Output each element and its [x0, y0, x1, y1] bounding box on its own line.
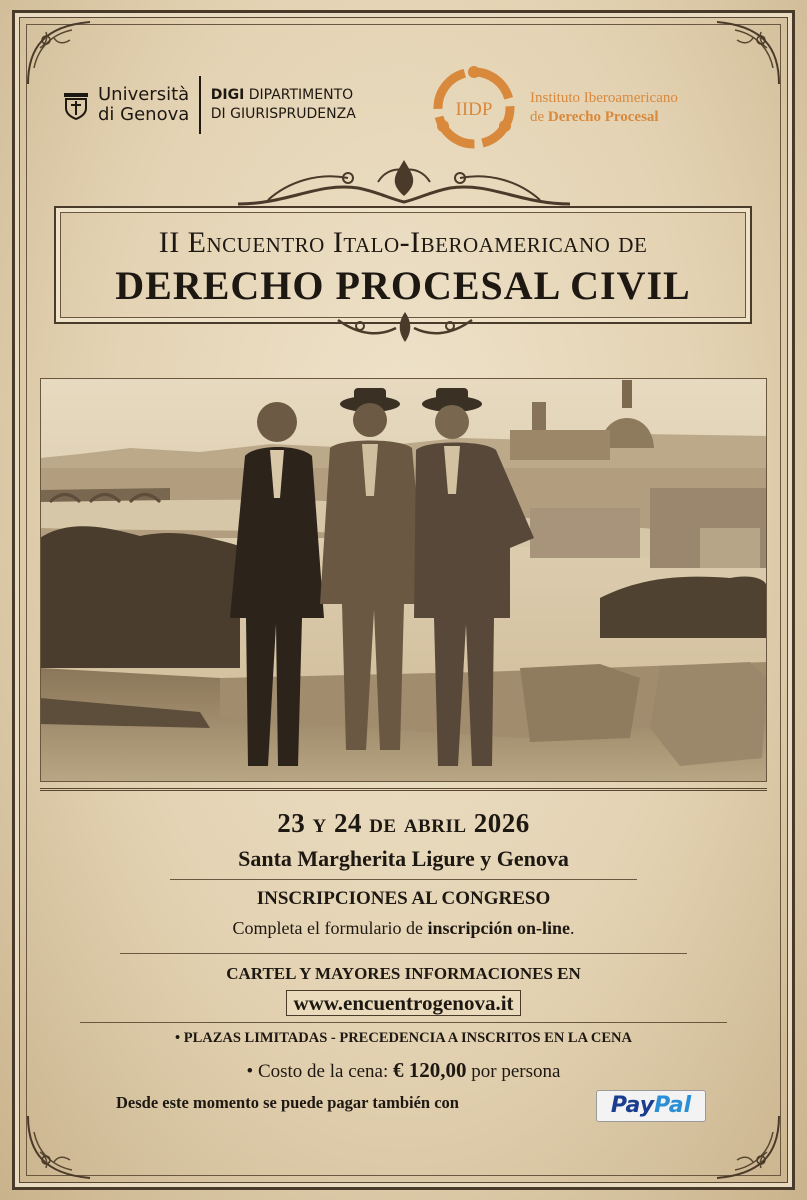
dinner-cost [0, 1058, 807, 1083]
registration-text: Completa el formulario de [232, 918, 428, 938]
dinner-cost-value: € 120,00 [393, 1058, 467, 1082]
historic-photograph [40, 378, 767, 782]
logo-divider [199, 76, 201, 134]
university-emblem-icon [62, 90, 90, 120]
corner-ornament-icon [713, 18, 783, 88]
department-acronym: DIGI [210, 87, 245, 103]
divider [80, 1022, 727, 1023]
institute-name-prefix: de [530, 109, 548, 125]
registration-suffix: . [569, 918, 575, 938]
university-name-line2: di Genova [98, 104, 190, 125]
institute-logo[interactable] [430, 64, 678, 152]
institute-name-line1: Instituto Iberoamericano [530, 90, 678, 106]
scroll-ornament-icon [330, 306, 480, 350]
registration-instructions [0, 918, 807, 939]
registration-online-link[interactable]: inscripción on-line [427, 918, 570, 938]
dinner-cost-label: • Costo de la cena: [246, 1061, 394, 1082]
university-logo[interactable] [62, 76, 356, 134]
university-name-line1: Università [98, 84, 190, 105]
paypal-logo-part1: Pay [610, 1093, 655, 1118]
institute-acronym: IIDP [455, 99, 493, 120]
institute-name-bold: Derecho Procesal [547, 109, 659, 125]
event-date: 23 y 24 de abril 2026 [277, 808, 530, 838]
dinner-cost-unit: por persona [466, 1061, 561, 1082]
divider [170, 879, 637, 880]
url-wrapper [0, 990, 807, 1016]
department-name-line1: DIPARTIMENTO [244, 87, 354, 103]
paypal-button[interactable] [596, 1090, 706, 1122]
title-line2: DERECHO PROCESAL CIVIL [115, 263, 691, 308]
event-place: Santa Margherita Ligure y Genova [238, 846, 569, 871]
website-link[interactable]: www.encuentrogenova.it [286, 990, 520, 1016]
scroll-ornament-icon [228, 152, 580, 210]
limited-seats-note: • PLAZAS LIMITADAS - PRECEDENCIA A INSCRITOS EN LA CENA [175, 1030, 632, 1046]
payment-note: Desde este momento se puede pagar también con [116, 1093, 459, 1112]
paypal-logo-part2: Pal [654, 1093, 692, 1118]
info-heading: CARTEL Y MAYORES INFORMACIONES EN [226, 964, 581, 983]
title-line1: II Encuentro Italo-Iberoamericano de [158, 226, 648, 259]
registration-heading: INSCRIPCIONES AL CONGRESO [256, 888, 551, 909]
divider [120, 953, 687, 954]
institute-emblem-icon [430, 64, 518, 152]
department-name-line2: DI GIURISPRUDENZA [210, 106, 356, 122]
